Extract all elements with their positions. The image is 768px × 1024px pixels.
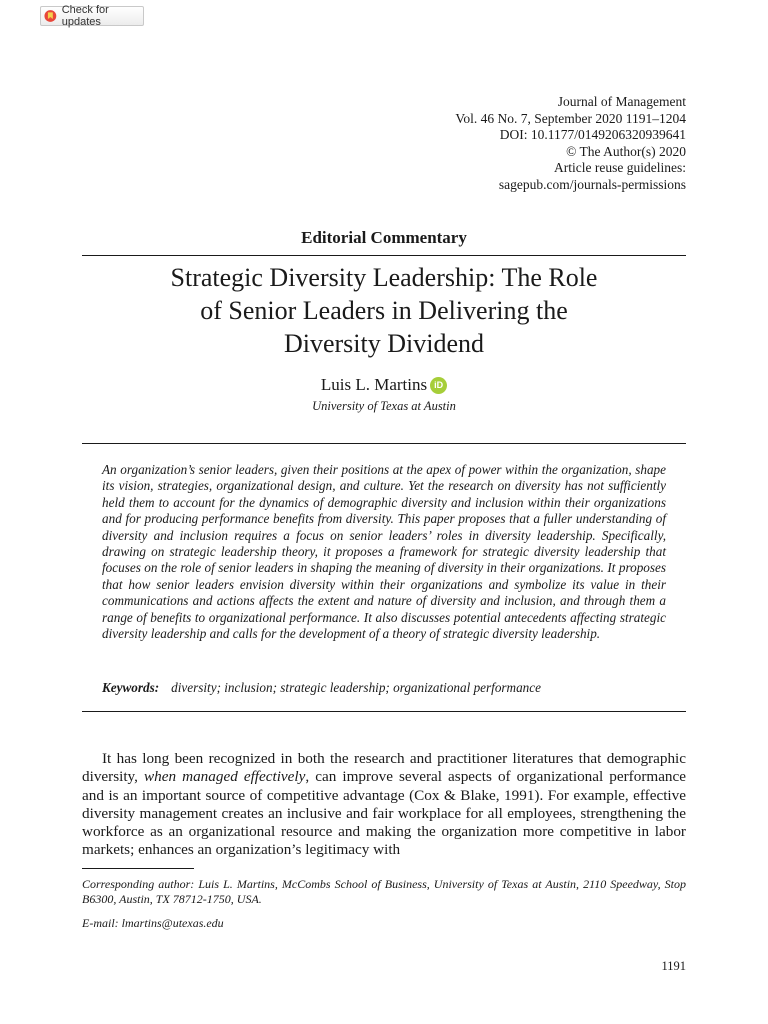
body-text-end: , can improve several aspects of organizational performance and is an important source of competitive advantage (Cox & Blake, 1991). For example, effective diversity management creates an inclusive and fair workplace for all employees, strengthening the workforce as an organizational resource and making the organization more competitive in labor markets; enhances an organization’s legitimacy with — [82, 768, 687, 859]
abstract-bottom-rule — [82, 711, 686, 712]
journal-copyright: © The Author(s) 2020 — [566, 143, 686, 159]
journal-info — [455, 94, 686, 193]
abstract-top-rule — [82, 443, 686, 444]
check-for-updates-icon — [44, 9, 57, 23]
body-paragraph — [82, 750, 686, 860]
journal-volume: Vol. 46 No. 7, September 2020 1191–1204 — [455, 110, 686, 126]
keywords-list: diversity; inclusion; strategic leadership; organizational performance — [171, 680, 541, 695]
journal-name: Journal of Management — [557, 94, 686, 109]
title-line: Strategic Diversity Leadership: The Role — [170, 263, 598, 292]
author-line — [82, 375, 686, 395]
article-title — [82, 261, 686, 360]
title-top-rule — [82, 255, 686, 256]
journal-permissions-link[interactable]: sagepub.com/journals-permissions — [498, 176, 686, 192]
author-name: Luis L. Martins — [320, 375, 428, 394]
journal-doi: DOI: 10.1177/0149206320939641 — [499, 127, 686, 142]
check-for-updates-badge[interactable] — [40, 6, 144, 26]
title-line: of Senior Leaders in Delivering the — [200, 296, 568, 325]
body-emphasis: when managed effectively — [144, 768, 306, 786]
check-for-updates-label: Check for updates — [61, 4, 109, 28]
keywords-label: Keywords: — [102, 680, 160, 695]
page-number: 1191 — [661, 959, 686, 973]
keywords — [102, 680, 666, 696]
abstract: An organization’s senior leaders, given their positions at the apex of power within the organization, shape its vision, strategies, organizational design, and culture. Yet the research on diversity has not sufficiently held them to account for the dynamics of demographic diversity and inclusion within their organizations and for producing performance benefits from diversity. This paper proposes that a fuller understanding of diversity and inclusion requires a focus on senior leaders’ roles in diversity leadership. Specifically, drawing on strategic leadership theory, it proposes a framework for strategic diversity leadership that focuses on the role of senior leaders in shaping the meaning of diversity in their organizations. It proposes that how senior leaders envision diversity within their organizations and symbolize its value in their communications and actions affects the extent and nature of diversity and inclusion, and through them a range of benefits to organizational performance. It also discusses potential antecedents affecting strategic diversity leadership and calls for the development of a theory of strategic diversity leadership. — [102, 462, 666, 642]
title-line: Diversity Dividend — [283, 329, 485, 358]
orcid-icon[interactable]: iD — [430, 377, 447, 394]
section-label: Editorial Commentary — [301, 228, 467, 247]
corresponding-author-note: Corresponding author: Luis L. Martins, McCombs School of Business, University of Texas at Austin, 2110 Speedway, Stop B6300, Austin, TX 78712-1750, USA. — [82, 877, 686, 906]
author-email[interactable]: E-mail: lmartins@utexas.edu — [82, 916, 224, 930]
author-affiliation: University of Texas at Austin — [312, 399, 456, 413]
body-text-start: It has long been recognized in both the research and practitioner literatures that demographic diversity, — [82, 750, 686, 786]
journal-reuse-label: Article reuse guidelines: — [554, 160, 686, 175]
footnote-rule — [82, 868, 194, 869]
